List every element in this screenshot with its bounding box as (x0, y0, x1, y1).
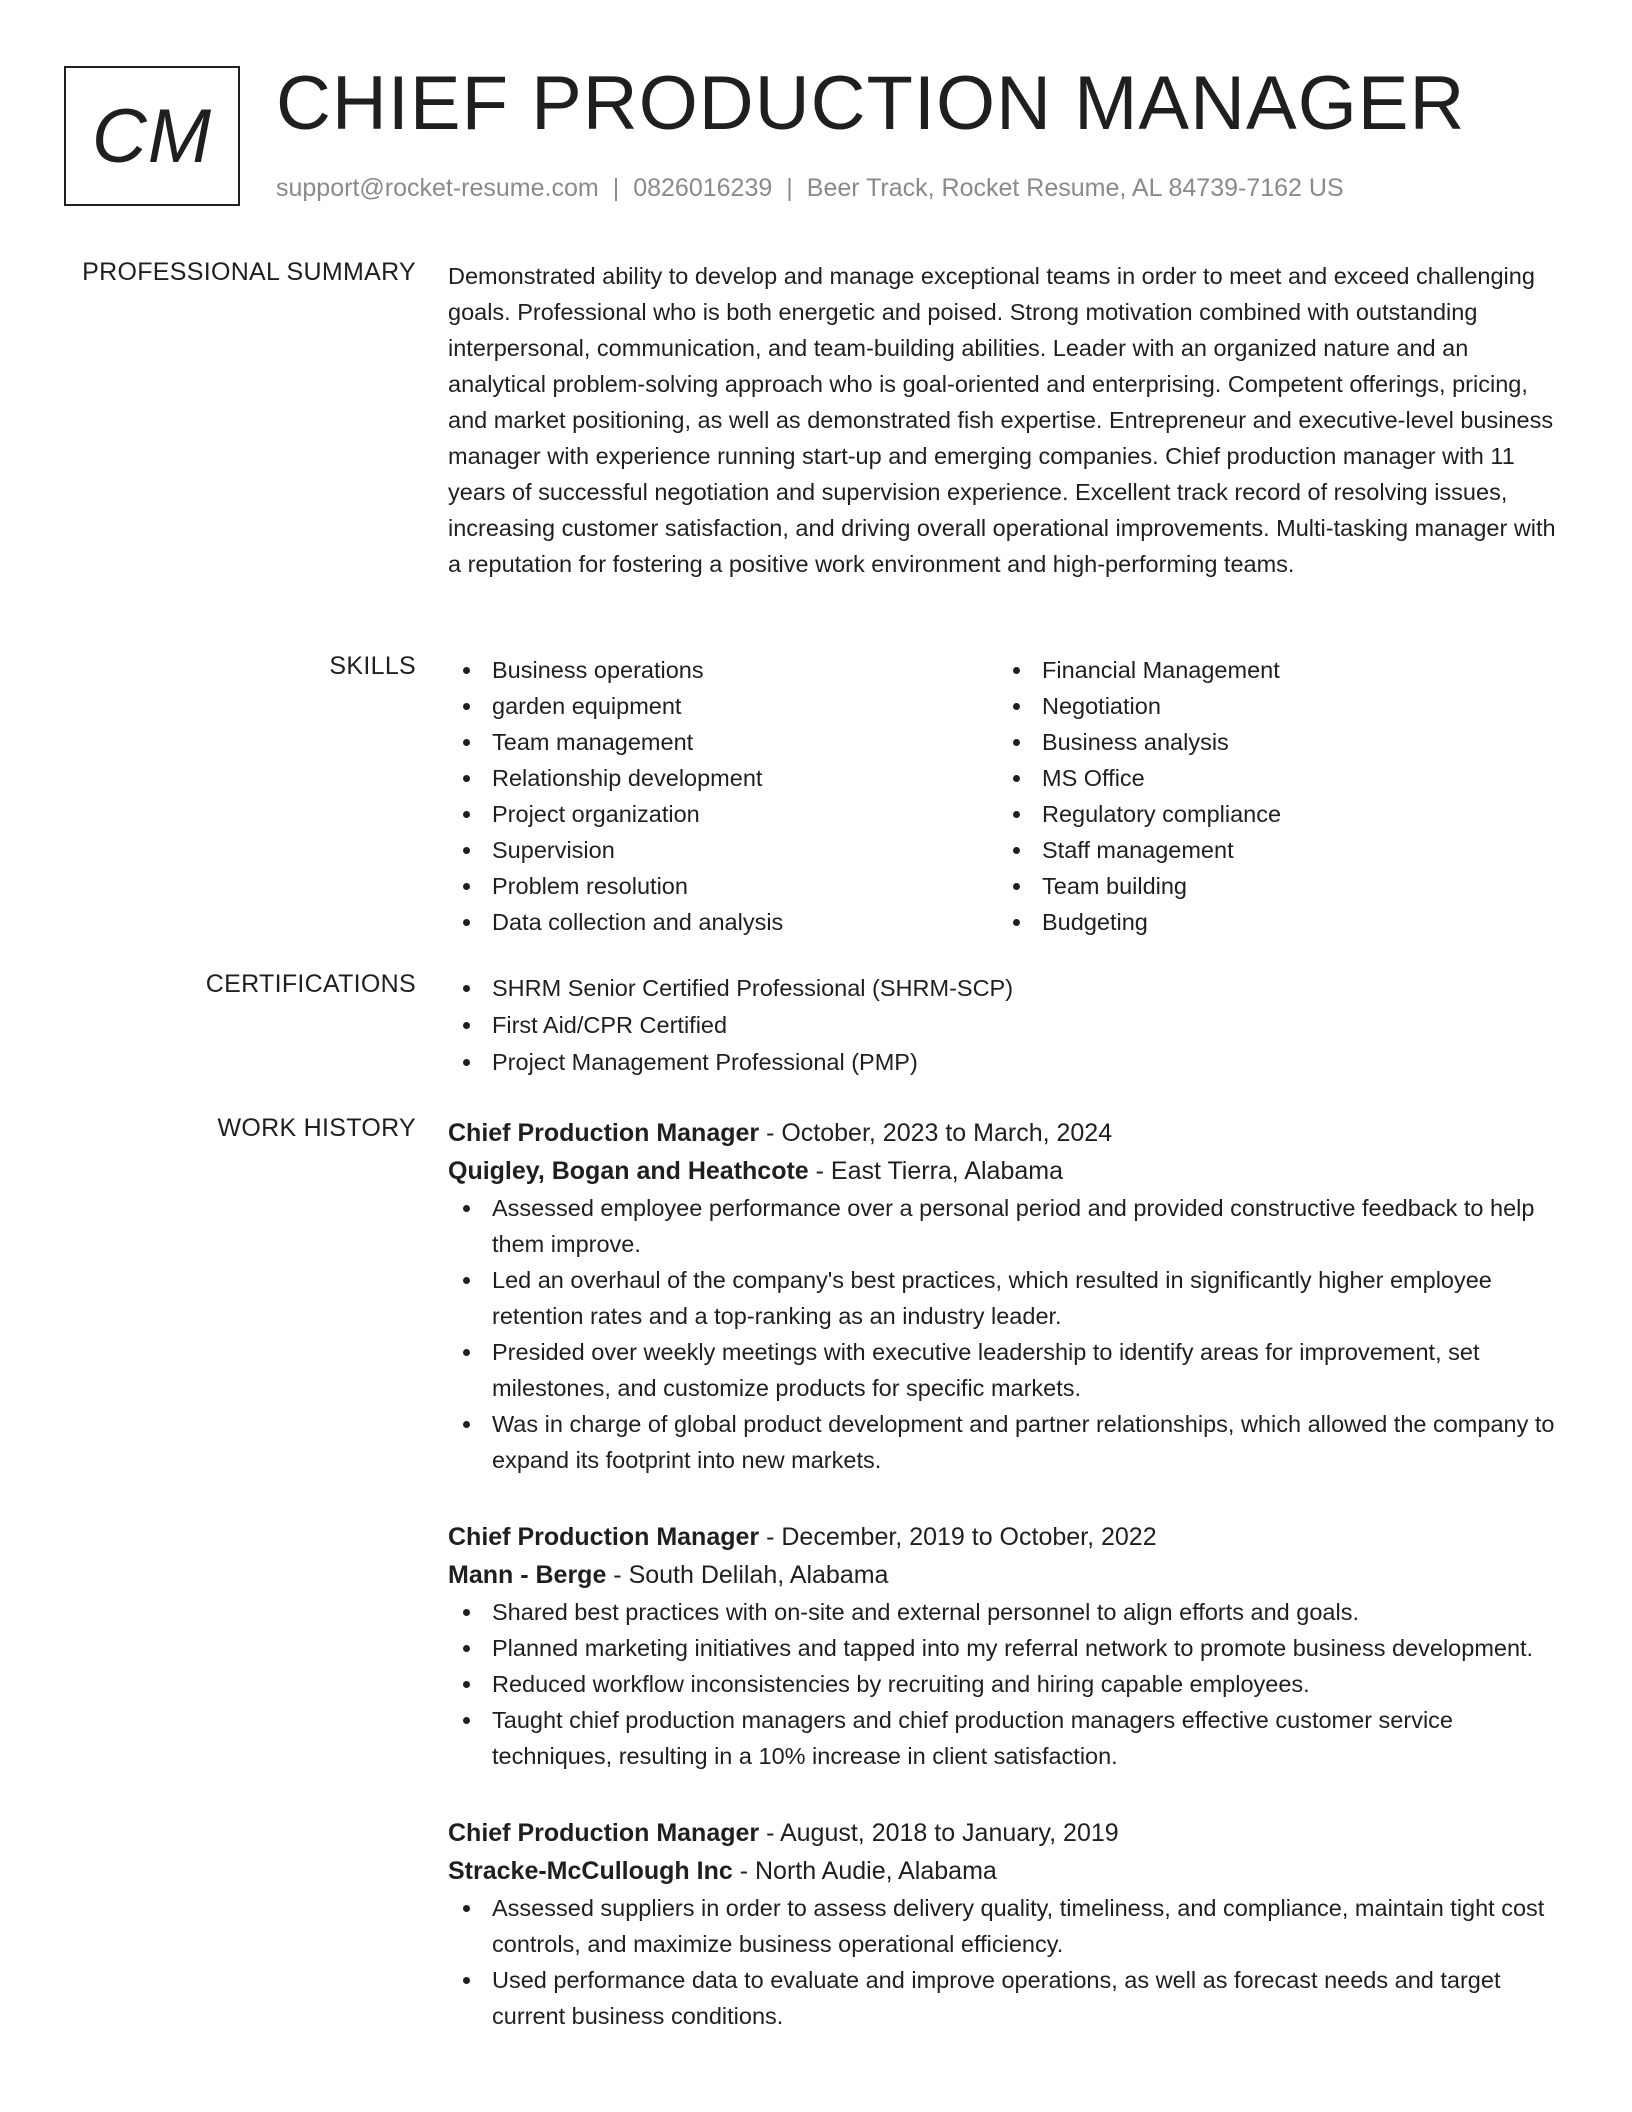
job-title-line (448, 1518, 1568, 1556)
certification-item: First Aid/CPR Certified (448, 1007, 1568, 1044)
email-link[interactable]: support@rocket-resume.com (276, 174, 599, 202)
summary-text: Demonstrated ability to develop and manage exceptional teams in order to meet and exceed challenging goals. Professional who is both energetic and poised. Strong motivation combined with outstanding interpersonal, communication, and team-building abilities. Leader with an organized nature and an analytical problem-solving approach who is goal-oriented and enterprising. Competent offerings, pricing, and market positioning, as well as demonstrated fish expertise. Entrepreneur and executive-level business manager with experience running start-up and emerging companies. Chief production manager with 11 years of successful negotiation and supervision experience. Excellent track record of resolving issues, increasing customer satisfaction, and driving overall operational improvements. Multi-tasking manager with a reputation for fostering a positive work environment and high-performing teams. (448, 263, 1556, 577)
section-label-certifications: CERTIFICATIONS (205, 970, 416, 998)
job-dates: - August, 2018 to January, 2019 (759, 1819, 1119, 1847)
job-title: Chief Production Manager (448, 1523, 760, 1551)
job-duty: Presided over weekly meetings with executive leadership to identify areas for improvement, set milestones, and customize products for specific markets. (448, 1334, 1568, 1406)
skill-item: Financial Management (998, 652, 1548, 688)
job-duties-list (448, 1594, 1568, 1774)
job-company-line (448, 1852, 1568, 1890)
skill-item: Negotiation (998, 688, 1548, 724)
certification-item: Project Management Professional (PMP) (448, 1044, 1568, 1081)
job-entry (448, 1814, 1568, 2034)
job-duties-list (448, 1890, 1568, 2034)
section-label-skills: SKILLS (329, 652, 416, 680)
job-duty: Was in charge of global product development and partner relationships, which allowed the company to expand its footprint into new markets. (448, 1406, 1568, 1478)
skills-body (448, 652, 1568, 940)
job-duties-list (448, 1190, 1568, 1478)
phone-number: 0826016239 (633, 174, 773, 202)
skill-item: Regulatory compliance (998, 796, 1548, 832)
contact-line (276, 174, 1344, 203)
job-dates: - December, 2019 to October, 2022 (759, 1523, 1157, 1551)
page-title: CHIEF PRODUCTION MANAGER (276, 61, 1466, 146)
section-label-work-history: WORK HISTORY (217, 1114, 416, 1142)
section-label-summary: PROFESSIONAL SUMMARY (82, 258, 416, 286)
job-duty: Shared best practices with on-site and external personnel to align efforts and goals. (448, 1594, 1568, 1630)
job-duty: Planned marketing initiatives and tapped into my referral network to promote business development. (448, 1630, 1568, 1666)
skill-item: Business analysis (998, 724, 1548, 760)
skills-list-left (448, 652, 998, 940)
skill-item: Staff management (998, 832, 1548, 868)
separator: | (786, 174, 793, 202)
skill-item: Project organization (448, 796, 998, 832)
job-location: - East Tierra, Alabama (808, 1157, 1063, 1185)
job-location: - South Delilah, Alabama (606, 1561, 889, 1589)
job-title-line (448, 1814, 1568, 1852)
skill-item: garden equipment (448, 688, 998, 724)
certifications-list (448, 970, 1568, 1081)
job-title: Chief Production Manager (448, 1819, 760, 1847)
skill-item: MS Office (998, 760, 1548, 796)
job-duty: Assessed employee performance over a personal period and provided constructive feedback to help them improve. (448, 1190, 1568, 1262)
job-duty: Taught chief production managers and chief production managers effective customer service techniques, resulting in a 10% increase in client satisfaction. (448, 1702, 1568, 1774)
job-dates: - October, 2023 to March, 2024 (759, 1119, 1113, 1147)
job-duty: Assessed suppliers in order to assess delivery quality, timeliness, and compliance, maintain tight cost controls, and maximize business operational efficiency. (448, 1890, 1568, 1962)
skill-item: Team building (998, 868, 1548, 904)
resume-header (64, 61, 1564, 214)
company-name: Stracke-McCullough Inc (448, 1857, 733, 1885)
skill-item: Team management (448, 724, 998, 760)
job-duty: Led an overhaul of the company's best practices, which resulted in significantly higher employee retention rates and a top-ranking as an industry leader. (448, 1262, 1568, 1334)
skill-item: Relationship development (448, 760, 998, 796)
skills-list-right (998, 652, 1548, 940)
certification-item: SHRM Senior Certified Professional (SHRM-SCP) (448, 970, 1568, 1007)
job-title: Chief Production Manager (448, 1119, 760, 1147)
work-history-body (448, 1114, 1568, 2074)
initials-logo: CM (64, 66, 240, 206)
separator: | (612, 174, 620, 202)
company-name: Mann - Berge (448, 1561, 607, 1589)
job-entry (448, 1518, 1568, 1774)
job-entry (448, 1114, 1568, 1478)
job-company-line (448, 1152, 1568, 1190)
job-title-line (448, 1114, 1568, 1152)
company-name: Quigley, Bogan and Heathcote (448, 1157, 809, 1185)
job-company-line (448, 1556, 1568, 1594)
skill-item: Business operations (448, 652, 998, 688)
skill-item: Data collection and analysis (448, 904, 998, 940)
address: Beer Track, Rocket Resume, AL 84739-7162 US (806, 174, 1344, 202)
certifications-body (448, 970, 1568, 1081)
skill-item: Budgeting (998, 904, 1548, 940)
job-duty: Reduced workflow inconsistencies by recruiting and hiring capable employees. (448, 1666, 1568, 1702)
skill-item: Supervision (448, 832, 998, 868)
skill-item: Problem resolution (448, 868, 998, 904)
job-location: - North Audie, Alabama (732, 1857, 997, 1885)
job-duty: Used performance data to evaluate and improve operations, as well as forecast needs and target current business conditions. (448, 1962, 1568, 2034)
